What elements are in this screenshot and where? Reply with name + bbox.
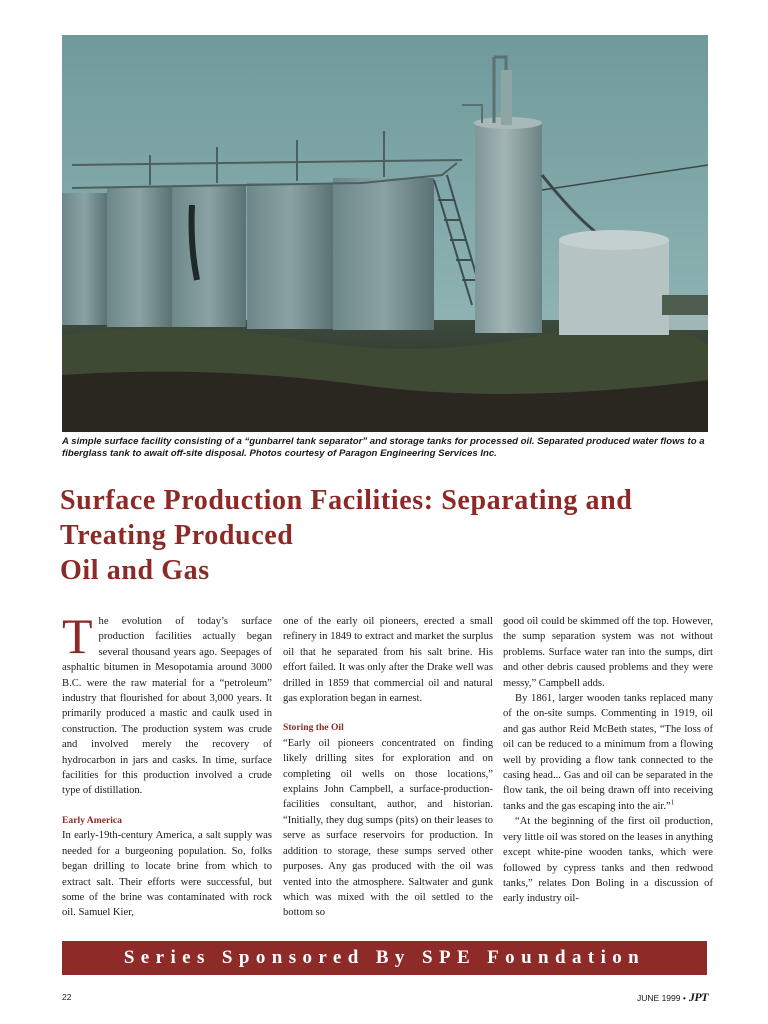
body-column-1 bbox=[62, 608, 272, 921]
page-number: 22 bbox=[62, 992, 72, 1002]
paragraph-text: he evolution of today’s surface production facilities actually began several thousand years ago. Seepages of asphaltic bitumen in Mesopotamia around 3000 B.C. were the raw material for a “petroleum” industry that flourished for about 3,000 years. It primarily produced a mastic and caulk used in construction. The production system was crude and involved merely the recovery of hydrocarbon in jars and casks. In time, surface facilities for this production involved a crude type of distillation. bbox=[62, 616, 272, 797]
paragraph-text: By 1861, larger wooden tanks replaced many of the on-site sumps. Commenting in 1919, oil and gas author Reid McBeth states, “The loss of oil can be reduced to a minimum from a flowing well by providing a flow tank connected to the casing head... Gas and oil can be separated in the flow tank, the oil being drawn off into receiving tanks and the gas escaping into the air.” bbox=[503, 693, 713, 812]
article-title bbox=[60, 483, 710, 588]
body-column-2 bbox=[283, 614, 493, 921]
paragraph: good oil could be skimmed off the top. However, the sump separation system was not without problems. Surface water ran into the sumps, dirt and other debris caused problems and they were messy,” Campbell adds. bbox=[503, 616, 713, 689]
footer-issue bbox=[637, 990, 708, 1005]
title-line: Oil and Gas bbox=[60, 555, 210, 586]
paragraph: “At the beginning of the first oil production, very little oil was stored on the leases in anything except white-pine wooden tanks, which were followed by cypress tanks and then redwood tanks,” relates Don Boling in a discussion of early industry oil- bbox=[503, 816, 713, 905]
paragraph bbox=[503, 691, 713, 814]
paragraph: In early-19th-century America, a salt supply was needed for a burgeoning population. So, folks began drilling to locate brine from which to extract salt. Their efforts were successful, but some of the brine was contaminated with rock oil. Samuel Kier, bbox=[62, 830, 272, 919]
paragraph bbox=[62, 608, 272, 799]
issue-date: JUNE 1999 • bbox=[637, 993, 686, 1003]
title-line: Surface Production Facilities: Separating and bbox=[60, 485, 633, 516]
photo-caption: A simple surface facility consisting of a “gunbarrel tank separator” and storage tanks for processed oil. Separated produced water flows to a fiberglass tank to await off-site disposal. Photos courtesy of Paragon Engineering Services Inc. bbox=[62, 436, 705, 459]
facility-photo bbox=[62, 35, 708, 432]
title-line: Treating Produced bbox=[60, 520, 294, 551]
subhead-storing-the-oil: Storing the Oil bbox=[283, 722, 344, 734]
body-column-3 bbox=[503, 614, 713, 907]
subhead-early-america: Early America bbox=[62, 814, 122, 826]
paragraph: one of the early oil pioneers, erected a small refinery in 1849 to extract and market the surplus oil that he separated from his salt brine. His effort failed. It was only after the Drake well was drilled in 1859 that commercial oil and natural gas exploration began in earnest. bbox=[283, 616, 493, 705]
sponsor-banner: Series Sponsored By SPE Foundation bbox=[62, 941, 707, 975]
jpt-logo: JPT bbox=[688, 990, 708, 1004]
paragraph: “Early oil pioneers concentrated on finding likely drilling sites for exploration and on completing oil wells on those locations,” explains John Campbell, a surface-production-facilities consultant, author, and historian. “Initially, they dug sumps (pits) on their leases to serve as surface reservoirs for production. In addition to storage, these sumps served other purposes. Any gas produced with the oil was vented into the atmosphere. Saltwater and gunk which was mixed with the oil settled to the bottom so bbox=[283, 737, 493, 919]
reference-marker: 1 bbox=[670, 798, 675, 807]
drop-cap: T bbox=[62, 608, 93, 664]
